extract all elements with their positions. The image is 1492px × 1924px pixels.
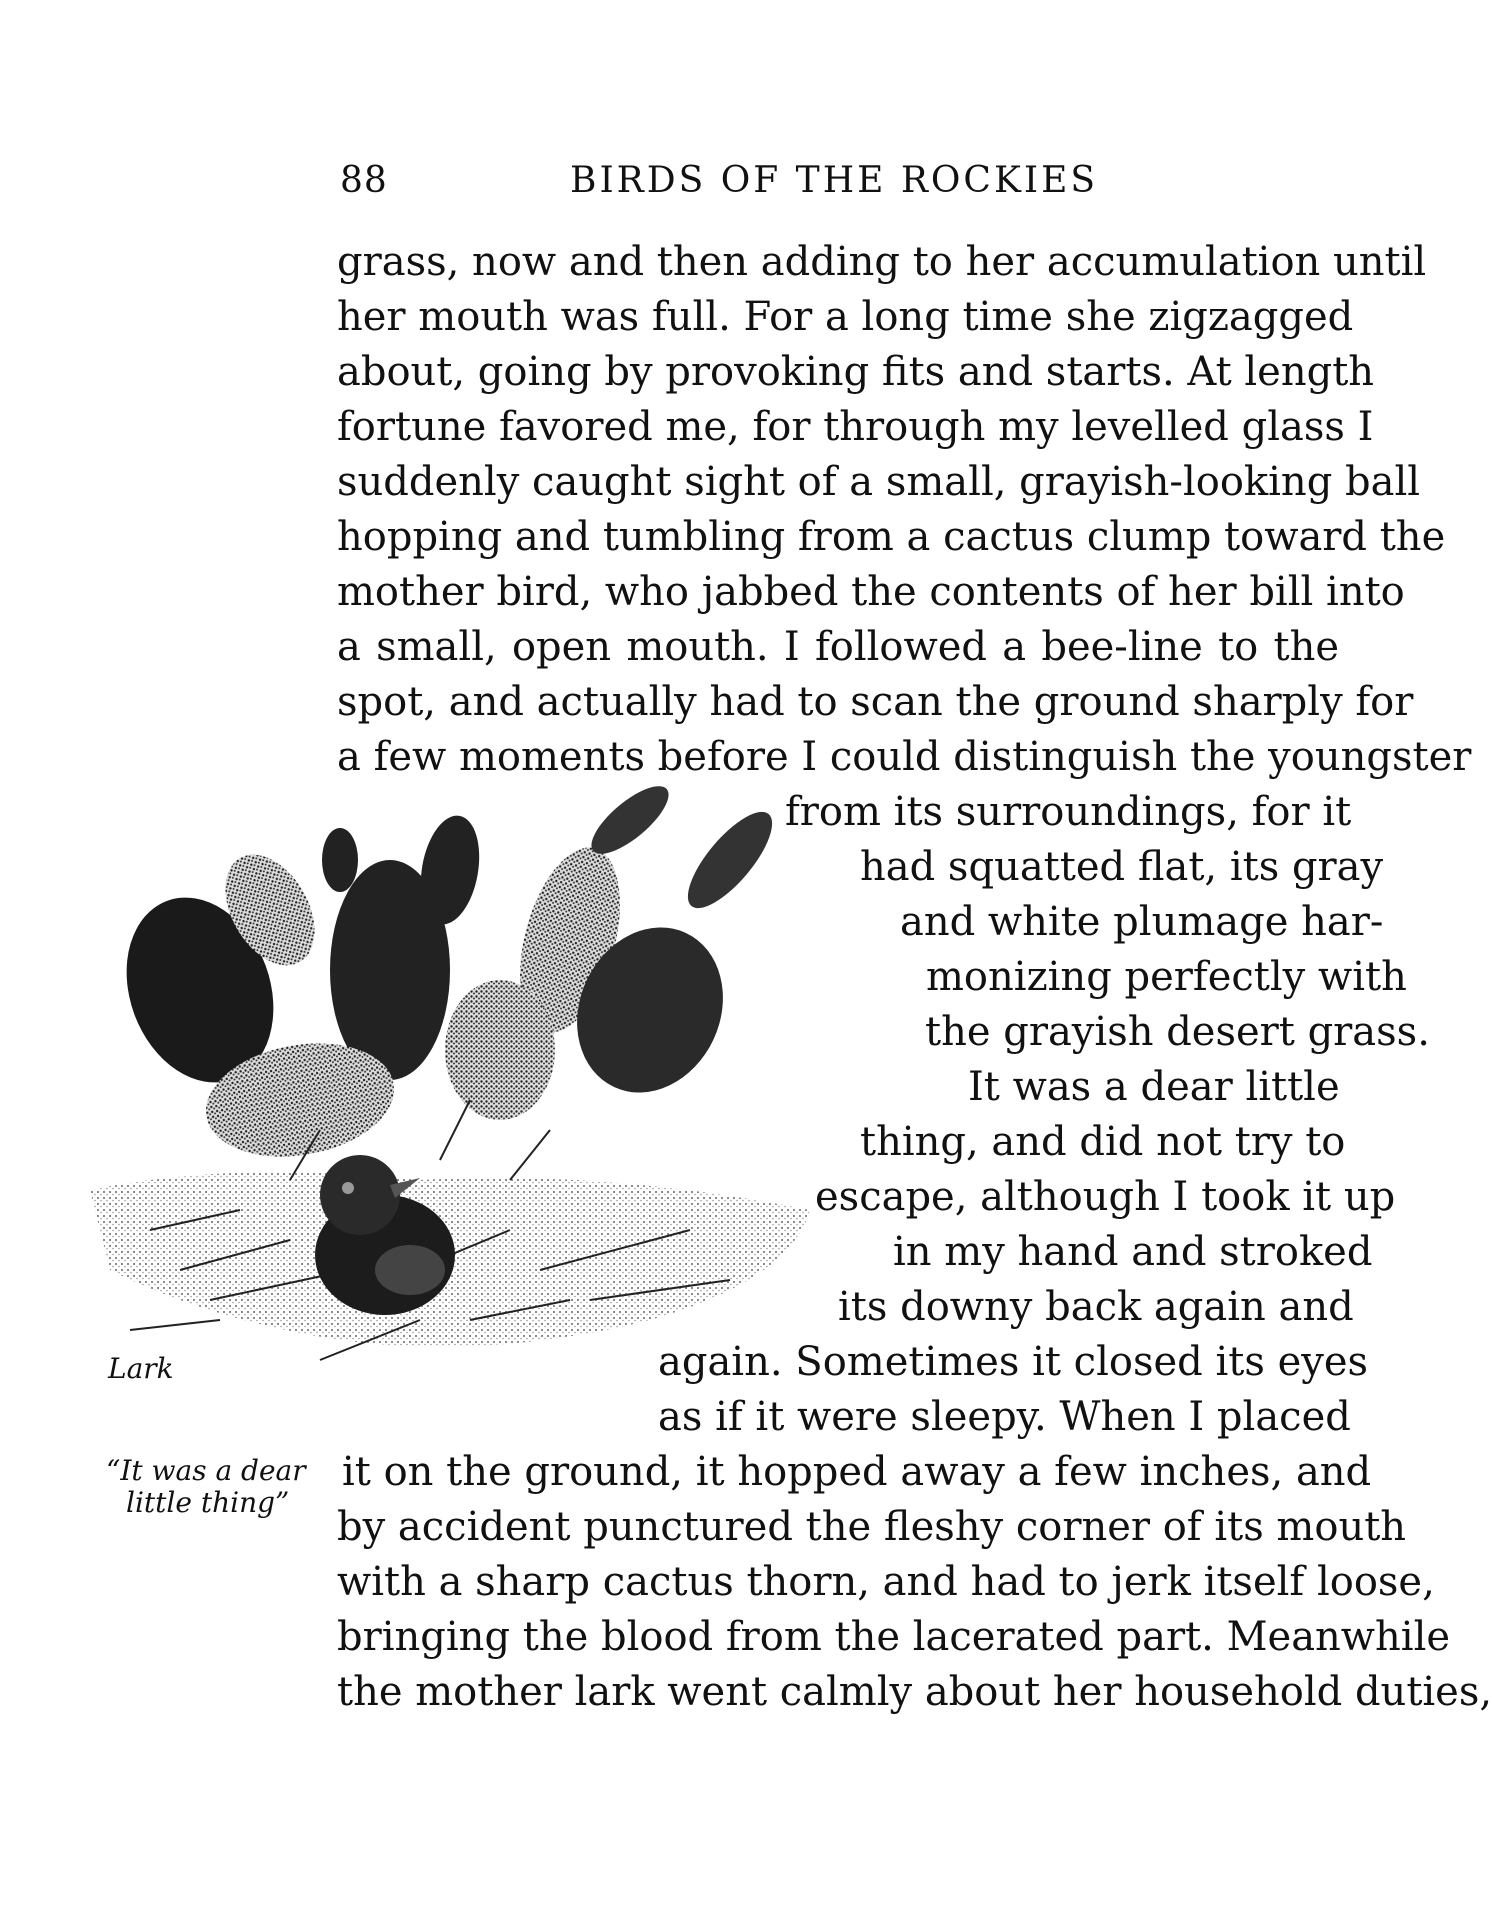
text-line: the grayish desert grass. xyxy=(925,1009,1430,1055)
text-line: fortune favored me, for through my levelled glass I xyxy=(337,404,1374,450)
text-line: again. Sometimes it closed its eyes xyxy=(658,1339,1369,1385)
text-line: it on the ground, it hopped away a few inches, and xyxy=(342,1449,1372,1495)
text-line: grass, now and then adding to her accumulation until xyxy=(337,239,1427,285)
running-header xyxy=(340,160,1340,210)
text-line: as if it were sleepy. When I placed xyxy=(658,1394,1351,1440)
text-line: bringing the blood from the lacerated part. Meanwhile xyxy=(337,1614,1451,1660)
text-line: had squatted flat, its gray xyxy=(860,844,1384,890)
illustration-label: Lark xyxy=(108,1352,174,1385)
text-line: about, going by provoking fits and starts. At length xyxy=(337,349,1375,395)
running-title: BIRDS OF THE ROCKIES xyxy=(570,160,1099,201)
text-line: mother bird, who jabbed the contents of her bill into xyxy=(337,569,1405,615)
text-line: hopping and tumbling from a cactus clump toward the xyxy=(337,514,1446,560)
lark-chick xyxy=(315,1155,455,1315)
text-line: spot, and actually had to scan the ground sharply for xyxy=(337,679,1414,725)
caption-line-2: little thing” xyxy=(126,1486,290,1519)
text-line: a few moments before I could distinguish the youngster xyxy=(337,734,1472,780)
text-line: escape, although I took it up xyxy=(815,1174,1396,1220)
text-line: suddenly caught sight of a small, grayish-looking ball xyxy=(337,459,1421,505)
text-line: monizing perfectly with xyxy=(926,954,1407,1000)
page-number: 88 xyxy=(340,160,388,201)
text-line: thing, and did not try to xyxy=(860,1119,1346,1165)
text-line: in my hand and stroked xyxy=(893,1229,1373,1275)
text-line: the mother lark went calmly about her household duties, xyxy=(337,1669,1492,1715)
text-line: by accident punctured the fleshy corner of its mouth xyxy=(337,1504,1407,1550)
text-line: with a sharp cactus thorn, and had to jerk itself loose, xyxy=(337,1559,1435,1605)
text-line: It was a dear little xyxy=(968,1064,1340,1110)
text-line: a small, open mouth. I followed a bee-line to the xyxy=(337,624,1339,670)
text-line: and white plumage har- xyxy=(900,899,1384,945)
text-line: from its surroundings, for it xyxy=(785,789,1352,835)
caption-line-1: “It was a dear xyxy=(106,1454,306,1487)
text-line: its downy back again and xyxy=(838,1284,1354,1330)
text-line: her mouth was full. For a long time she zigzagged xyxy=(337,294,1354,340)
